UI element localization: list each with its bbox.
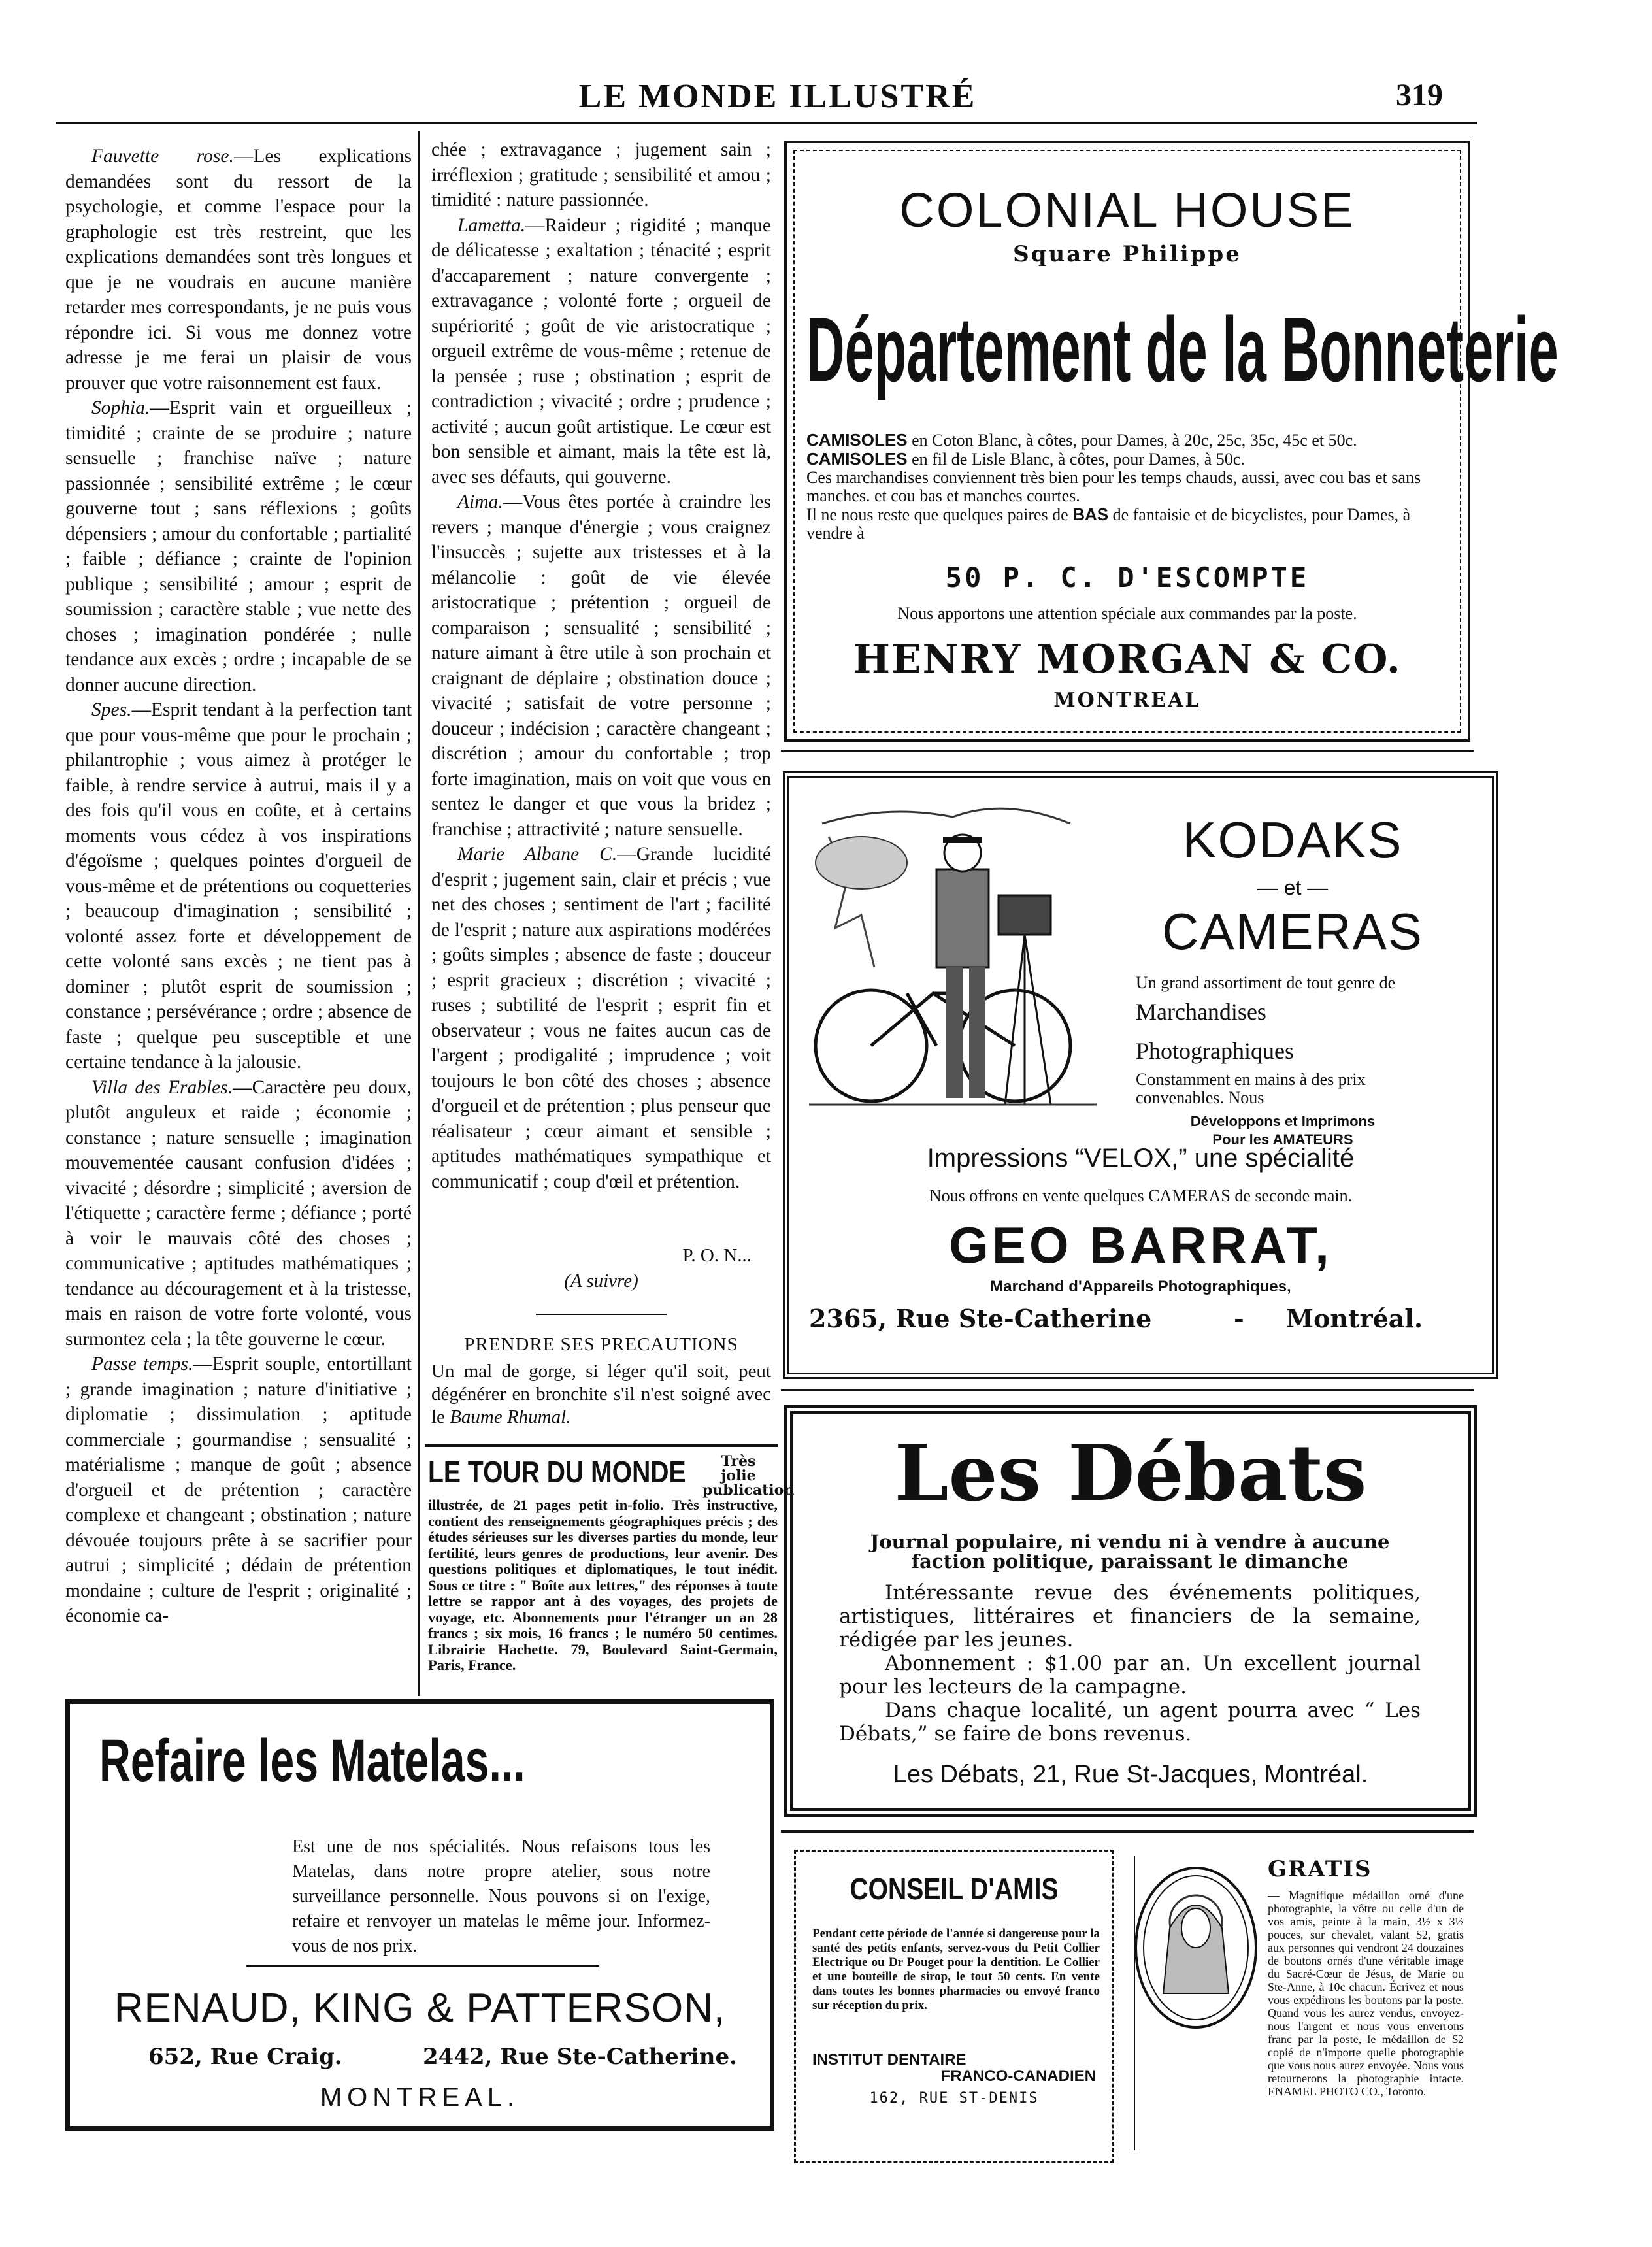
signature: P. O. N...: [682, 1245, 752, 1266]
precautions-heading: PRENDRE SES PRECAUTIONS: [464, 1334, 738, 1355]
matelas-rule: [246, 1965, 599, 1967]
kodak-ad: [783, 771, 1498, 1379]
entry-text: —Grande lucidité d'esprit ; jugement sain, clair et précis ; vue net des choses ; sentiment de l'art ; facilité de l'esprit ; nature aux aspirations modérées ; goûts simples ; absence de faste ; douceur ; esprit gracieux ; discrétion ; vivacité ; ruses ; subtilité de l'esprit ; esprit fin et observateur ; vous ne faites aucun cas de l'argent ; prodigalité ; imprudence ; voit toujours le bon côté des choses ; absence d'orgueil et de prétention ; plus penseur que réalisateur ; cœur aimant et sensible ; aptitudes mathématiques sympathique et communicatif ; coup d'œil et prétention.: [431, 844, 771, 1192]
kodak-text-5: Pour les AMATEURS: [1212, 1131, 1353, 1148]
column-divider: [418, 131, 420, 1696]
graphology-column-1: [65, 144, 412, 1629]
debats-title: Les Débats: [894, 1427, 1367, 1518]
debats-body: [839, 1581, 1421, 1746]
colonial-mail: Nous apportons une attention spéciale aux commandes par la poste.: [897, 604, 1357, 623]
camera-icon: [999, 895, 1051, 935]
tour-du-monde-title: LE TOUR DU MONDE: [428, 1455, 686, 1489]
colonial-title: COLONIAL HOUSE: [899, 183, 1355, 237]
colonial-body: [806, 431, 1447, 542]
kodak-text-4: Développons et Imprimons: [1190, 1113, 1376, 1129]
colonial-city: MONTREAL: [1053, 689, 1201, 712]
precautions-block: [431, 1333, 771, 1429]
ad-separator: [781, 1389, 1474, 1391]
page-number: 319: [1396, 78, 1443, 112]
matelas-city: MONTREAL.: [320, 2083, 520, 2112]
gratis-border: [1134, 1856, 1135, 2150]
kodak-text: [1136, 974, 1430, 1149]
colonial-subtitle: Square Philippe: [1013, 241, 1242, 267]
conseil-company-1: INSTITUT DENTAIRE: [812, 2051, 966, 2069]
graphology-entry: [65, 1352, 412, 1629]
kodak-cameras: CAMERAS: [1162, 903, 1423, 960]
kodak-et: — et —: [1257, 876, 1329, 899]
graphology-entry: [65, 395, 412, 697]
header-rule: [56, 122, 1477, 124]
entry-text: —Esprit vain et orgueilleux ; timidité ; crainte de se produire ; nature sensuelle ; franchise naïve ; nature passionnée ; sensibilité extrême ; le cœur gouverne tout ; sans réflexions ; goûts dépensiers ; amour du confortable ; partialité ; faible ; défiance ; crainte de l'opinion publique ; sensibilité ; amour ; esprit de soumission ; caractère stable ; vue nette des choses ; imagination pondérée ; nulle tendance aux excès ; ordre ; incapable de se donner aucune direction.: [65, 397, 412, 695]
signature-block: [431, 1245, 771, 1292]
medallion-icon: [1131, 1863, 1261, 2033]
gratis-ad: [1131, 1850, 1483, 2163]
entry-pseudonym: Aima.: [457, 491, 503, 512]
colonial-discount: 50 P. C. D'ESCOMPTE: [945, 561, 1310, 593]
kodak-text-1: Un grand assortiment de tout genre de: [1136, 973, 1396, 992]
kodak-city: Montréal.: [1286, 1304, 1423, 1333]
conseil-address: 162, RUE ST-DENIS: [869, 2090, 1039, 2106]
kodak-text-3: Constamment en mains à des prix convenables. Nous: [1136, 1070, 1366, 1107]
colonial-line-4: Il ne nous reste que quelques paires de BAS de fantaisie et de bicyclistes, pour Dames, à vendre à: [806, 505, 1411, 542]
graphology-entry: [431, 490, 771, 842]
page-title: LE MONDE ILLUSTRÉ: [578, 78, 977, 115]
kodak-dash: -: [1234, 1304, 1244, 1333]
conseil-title: CONSEIL D'AMIS: [850, 1872, 1059, 1906]
debats-subtitle: Journal populaire, ni vendu ni à vendre à aucune faction politique, paraissant le dimanche: [870, 1531, 1390, 1573]
matelas-title: Refaire les Matelas...: [99, 1727, 525, 1794]
entry-pseudonym: Villa des Erables.: [91, 1076, 233, 1098]
kodak-trade: Marchand d'Appareils Photographiques,: [990, 1278, 1291, 1295]
entry-text: —Raideur ; rigidité ; manque de délicatesse ; exaltation ; ténacité ; esprit d'accaparement ; nature convergente ; extravagance ; volonté forte ; orgueil de supériorité ; goût de vie aristocratique ; orgueil extrême de vous-même ; retenue de la pensée ; ruse ; obstination ; esprit de contradiction ; vivacité ; ordre ; prudence ; activité ; aucun goût artistique. Le cœur est bon sensible et aimant, mais la tête est là, avec ses défauts, qui gouverne.: [431, 214, 771, 488]
colonial-company: HENRY MORGAN & CO.: [853, 637, 1402, 682]
debats-address: Les Débats, 21, Rue St-Jacques, Montréal.: [893, 1761, 1368, 1788]
graphology-entry: [431, 213, 771, 490]
ad-separator: [781, 750, 1474, 752]
debats-ad: [784, 1405, 1477, 1817]
tour-du-monde-text: illustrée, de 21 pages petit in-folio. Très instructive, contient des renseignements géographiques précis ; des études sérieuses sur les diverses parties du monde, leur fertilité, leurs genres de productions, leur avenir. Des questions politiques et diplomatiques, le tout inédit. Sous ce titre : " Boîte aux lettres," des réponses à toute lettre se rappor ant à des voyages, des projets de voyage, etc. Abonnements pour l'étranger un an 28 francs ; six mois, 16 francs ; le numéro 50 centimes. Librairie Hachette. 79, Boulevard Saint-Germain, Paris, France.: [428, 1497, 778, 1673]
kodak-title: KODAKS: [1182, 811, 1403, 869]
entry-pseudonym: Sophia.: [91, 397, 150, 418]
colonial-house-ad: [784, 141, 1559, 742]
debats-text-1: Intéressante revue des événements politiques, artistiques, littéraires et financiers de la semaine, rédigée par les jeunes.: [839, 1581, 1421, 1652]
entry-text: —Vous êtes portée à craindre les revers ; manque d'énergie ; vous craignez l'insuccès ; sujette aux tristesses et à la mélancolie : goût de vie élevée aristocratique ; prétention ; orgueil de comparaison ; sensualité ; sensibilité ; nature aimant à être utile à son prochain et craignant de déplaire ; obstination douce ; vivacité ; satisfait de votre personne ; douceur ; indécision ; caractère changeant ; discrétion ; amour du confortable ; trop forte imagination, mais on voit que vous en sentez le danger et que vous la bridez ; franchise ; attractivité ; nature sensuelle.: [431, 491, 771, 840]
graphology-column-2: [431, 137, 771, 1194]
graphology-entry: [65, 144, 412, 395]
a-suivre: (A suivre): [564, 1271, 638, 1291]
photographer-illustration: [809, 797, 1097, 1137]
tour-du-monde-tag: Très jolie publication: [702, 1453, 795, 1499]
kodak-company: GEO BARRAT,: [949, 1216, 1332, 1274]
kodak-text-2: Marchandises Photographiques: [1136, 999, 1294, 1064]
ad-separator: [781, 1830, 1474, 1833]
colonial-line-2: CAMISOLES en fil de Lisle Blanc, à côtes, pour Dames, à 50c.: [806, 449, 1245, 469]
entry-text: —Esprit souple, entortillant ; grande imagination ; nature d'initiative ; diplomatie ; dissimulation ; aptitude commerciale ; gourmandise ; sensualité ; matérialisme ; manque de goût ; absence d'orgueil et de prétention ; caractère complexe et changeant ; obstination ; nature dévouée toujours prête à se sacrifier pour autrui ; simplicité ; dédain de prétention mondaine ; culture de l'esprit ; originalité ; économie ca-: [65, 1354, 412, 1626]
precautions-text: Un mal de gorge, si léger qu'il soit, peut dégénérer en bronchite s'il n'est soigné avec le Baume Rhumal.: [431, 1361, 771, 1427]
kodak-velox: Impressions “VELOX,” une spécialité: [927, 1144, 1355, 1173]
colonial-department: Département de la Bonneterie: [806, 298, 1559, 401]
matelas-address-1: 652, Rue Craig.: [148, 2044, 342, 2070]
entry-pseudonym: Lametta.: [457, 214, 526, 236]
entry-pseudonym: Spes.: [91, 699, 132, 720]
conseil-ad: [794, 1850, 1114, 2163]
graphology-entry: [431, 137, 771, 213]
colonial-line-1: CAMISOLES en Coton Blanc, à côtes, pour Dames, à 20c, 25c, 35c, 45c et 50c.: [806, 430, 1357, 450]
entry-pseudonym: Fauvette rose.: [91, 146, 234, 167]
kodak-second-hand: Nous offrons en vente quelques CAMERAS de seconde main.: [929, 1186, 1353, 1205]
conseil-text: Pendant cette période de l'année si dangereuse pour la santé des petits enfants, servez-vous du Petit Collier Electrique ou Dr Pouget pour la dentition. Le Collier et une bouteille de sirop, le tout 50 cents. En vente dans toutes les bonnes pharmacies ou envoyé franco sur réception du prix.: [812, 1927, 1100, 2012]
matelas-ad: [65, 1699, 774, 2131]
entry-pseudonym: Passe temps.: [91, 1354, 193, 1374]
colonial-line-3: Ces marchandises conviennent très bien pour les temps chauds, aussi, avec cou bas et sans manches. et cou bas et manches courtes.: [806, 468, 1421, 505]
debats-text-2: Abonnement : $1.00 par an. Un excellent journal pour les lecteurs de la campagne.: [839, 1652, 1421, 1699]
graphology-entry: [65, 697, 412, 1075]
entry-pseudonym: Marie Albane C.: [457, 844, 618, 865]
matelas-company: RENAUD, KING & PATTERSON,: [114, 1986, 726, 2031]
debats-text-3: Dans chaque localité, un agent pourra avec “ Les Débats,” se faire de bons revenus.: [839, 1699, 1421, 1746]
entry-text: —Caractère peu doux, plutôt anguleux et raide ; économie ; constance ; nature sensuelle ; imagination mouvementée causant confusion d'idées ; vivacité ; désordre ; simplicité ; aversion de l'étiquette ; caractère ferme ; défiance ; porté à voir le mauvais côté des choses ; communicative ; aptitudes mathématiques ; tendance au découragement et à la tristesse, mais en raison de votre forte volonté, vous surmontez cela ; la tête gouverne le cœur.: [65, 1076, 412, 1350]
entry-text: —Les explications demandées sont du ressort de la psychologie, et comme l'espace pour la graphologie est très restreint, que les explications demandées sont très longues et que je ne voudrais en aucune manière retarder mes correspondants, je ne puis vous répondre ici. Si vous me donnez votre adresse je me ferai un plaisir de vous prouver que votre raisonnement est faux.: [65, 146, 412, 393]
gratis-title: GRATIS: [1268, 1856, 1372, 1882]
separator: [536, 1314, 667, 1315]
matelas-text: Est une de nos spécialités. Nous refaisons tous les Matelas, dans notre propre atelier, sous notre surveillance personnelle. Nous pouvons si on l'exige, refaire et renvoyer un matelas le même jour. Informez-vous de nos prix.: [292, 1837, 710, 1956]
conseil-company-2: FRANCO-CANADIEN: [940, 2067, 1096, 2085]
kodak-address: 2365, Rue Ste-Catherine: [809, 1304, 1152, 1333]
graphology-entry: [65, 1075, 412, 1352]
photographer-icon: [936, 869, 989, 967]
graphology-entry: [431, 842, 771, 1194]
gratis-text: — Magnifique médaillon orné d'une photographie, la vôtre ou celle d'un de vos amis, peinte à la main, 3½ x 3½ pouces, sur chevalet, valant $2, gratis aux personnes qui vendront 24 douzaines de boutons ornés d'une véritable image du Sacré-Cœur de Jésus, de Marie ou Ste-Anne, à 10c chacun. Écrivez et nous vous expédirons les boutons par la poste. Quand vous les aurez vendus, envoyez-nous l'argent et nous vous enverrons franc par la poste, le médaillon de $2 copié de n'importe quelle photographie que vous nous aurez envoyée. Nous vous retournerons la photographie intacte. ENAMEL PHOTO CO., Toronto.: [1268, 1889, 1464, 2098]
tour-du-monde-block: [428, 1453, 795, 1674]
entry-text: chée ; extravagance ; jugement sain ; irréflexion ; gratitude ; sensibilité et amou ; timidité : nature passionnée.: [431, 139, 771, 210]
separator-thick: [425, 1444, 778, 1447]
entry-text: —Esprit tendant à la perfection tant que pour vous-même que pour le prochain ; philantrophie ; vous aimez à protéger le faible, à rendre service à autrui, mais il y a des fois qu'il vous en coûte, et à certains moments vous cédez à vos inspirations d'égoïsme ; quelques pointes d'orgueil de vous-même et de prétentions ou coquetteries ; beaucoup d'imagination ; sensibilité ; volonté assez forte et développement de cette volonté sans excès ; ne tient pas à dominer ; plutôt esprit de soumission ; constance ; persévérance ; ordre ; absence de faste ; quelque peu susceptible et une certaine tendance à la jalousie.: [65, 699, 412, 1073]
matelas-address-2: 2442, Rue Ste-Catherine.: [423, 2044, 737, 2070]
